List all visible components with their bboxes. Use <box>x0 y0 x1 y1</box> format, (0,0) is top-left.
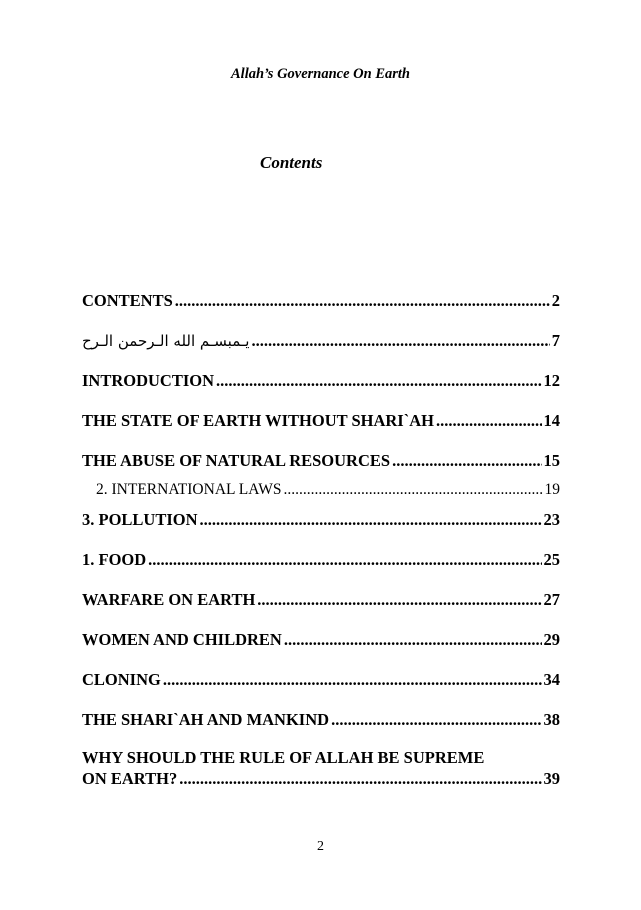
toc-leader-dots <box>257 590 541 610</box>
toc-entry-page: 29 <box>543 630 560 649</box>
toc-entry-contents[interactable] <box>82 291 560 311</box>
toc-entry-state-of-earth[interactable] <box>82 411 560 431</box>
toc-leader-dots <box>331 710 541 730</box>
toc-leader-dots <box>216 371 541 391</box>
toc-entry-page: 27 <box>543 590 560 609</box>
toc-entry-label: CONTENTS <box>82 291 173 310</box>
toc-entry-label: THE SHARI`AH AND MANKIND <box>82 710 330 729</box>
toc-entry-label: INTRODUCTION <box>82 371 215 390</box>
toc-entry-women-children[interactable] <box>82 630 560 650</box>
toc-leader-dots <box>200 510 542 530</box>
toc-leader-dots <box>179 769 541 789</box>
toc-leader-dots <box>283 480 542 500</box>
toc-entry-label: WOMEN AND CHILDREN <box>82 630 282 649</box>
toc-leader-dots <box>392 451 541 471</box>
toc-entry-warfare[interactable] <box>82 590 560 610</box>
toc-entry-page: 19 <box>544 481 560 498</box>
toc-entry-page: 39 <box>543 769 560 788</box>
toc-entry-page: 34 <box>543 670 560 689</box>
page-number: 2 <box>317 839 324 854</box>
toc-entry-arabic[interactable] <box>82 331 560 351</box>
toc-entry-cloning[interactable] <box>82 670 560 690</box>
toc-entry-label: 3. POLLUTION <box>82 510 198 529</box>
toc-entry-natural-resources[interactable] <box>82 451 560 471</box>
toc-leader-dots <box>175 291 550 311</box>
toc-entry-page: 14 <box>543 411 560 430</box>
toc-entry-page: 15 <box>543 451 560 470</box>
running-header: Allah’s Governance On Earth <box>231 66 410 82</box>
toc-leader-dots <box>284 630 542 650</box>
toc-entry-label-line2: ON EARTH? <box>82 769 178 788</box>
toc-entry-page: 25 <box>543 550 560 569</box>
toc-entry-shariah-mankind[interactable] <box>82 710 560 730</box>
toc-entry-international-laws[interactable] <box>82 480 560 500</box>
toc-entry-page: 2 <box>551 291 560 310</box>
toc-entry-introduction[interactable] <box>82 371 560 391</box>
toc-entry-page: 12 <box>543 371 560 390</box>
toc-title: Contents <box>260 153 323 172</box>
toc-entry-label: 1. FOOD <box>82 550 147 569</box>
toc-leader-dots <box>163 670 542 690</box>
toc-entry-label: THE STATE OF EARTH WITHOUT SHARI`AH <box>82 411 434 430</box>
toc-entry-label: 2. INTERNATIONAL LAWS <box>96 481 282 498</box>
toc-entry-page: 7 <box>551 331 560 350</box>
toc-entry-label: CLONING <box>82 670 161 689</box>
toc-entry-food[interactable] <box>82 550 560 570</box>
toc-leader-dots <box>148 550 541 570</box>
toc-entry-pollution[interactable] <box>82 510 560 530</box>
toc-entry-page: 38 <box>543 710 560 729</box>
toc-entry-label-line1: WHY SHOULD THE RULE OF ALLAH BE SUPREME <box>82 748 485 767</box>
toc-entry-rule-of-allah[interactable] <box>82 747 560 789</box>
toc-entry-label: WARFARE ON EARTH <box>82 590 256 609</box>
toc-leader-dots <box>251 331 549 351</box>
toc-entry-page: 23 <box>543 510 560 529</box>
toc-entry-label: يـمبسـم الله الـرحمن الـرح <box>82 332 250 350</box>
toc-entry-label: THE ABUSE OF NATURAL RESOURCES <box>82 451 391 470</box>
toc-leader-dots <box>436 411 542 431</box>
